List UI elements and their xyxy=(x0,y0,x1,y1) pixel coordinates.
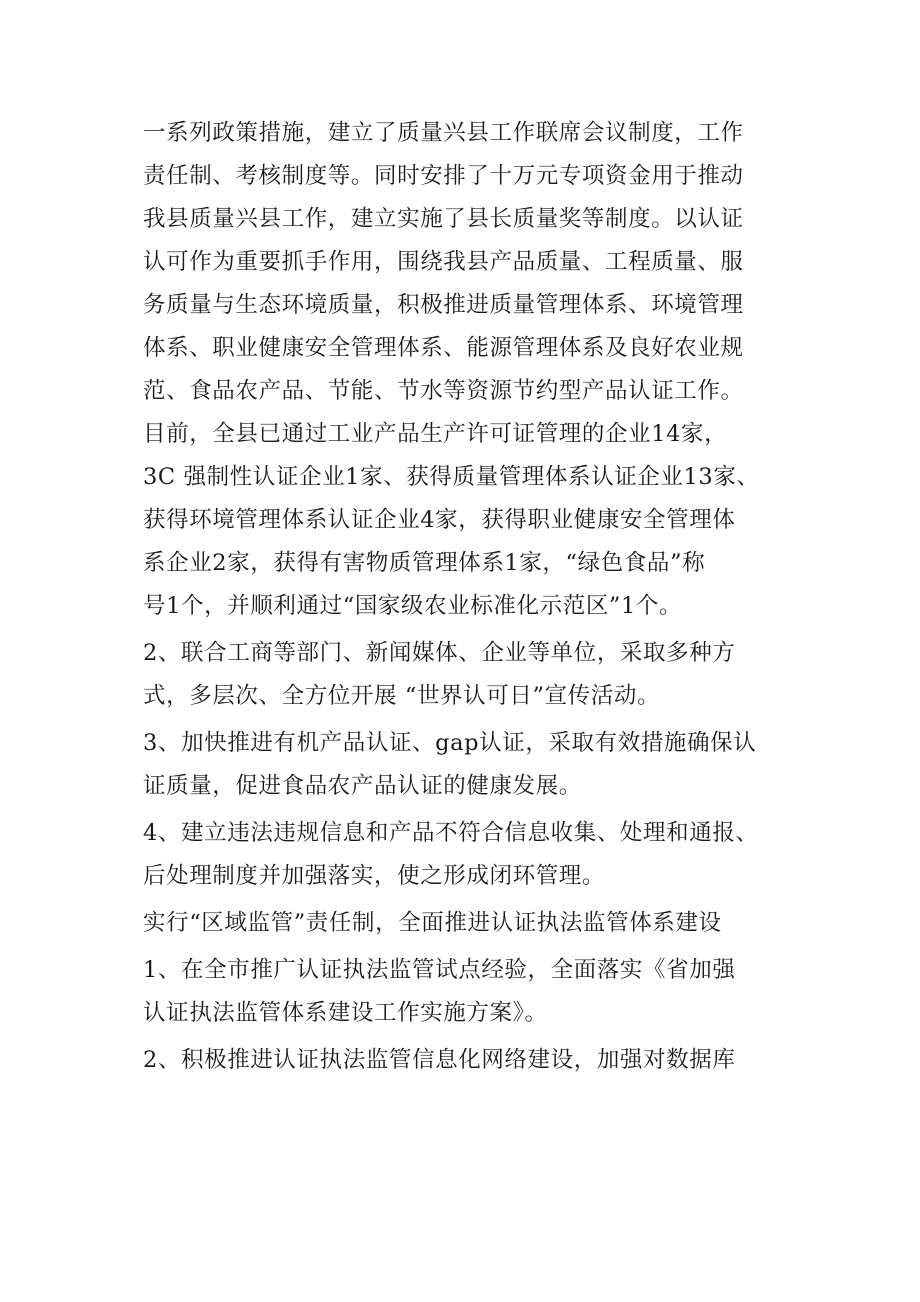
section-heading-regional-supervision xyxy=(143,902,793,945)
paragraph-policy-measures xyxy=(143,112,793,628)
text-line: 认证执法监管体系建设工作实施方案》。 xyxy=(143,1000,548,1026)
text-line: 范、食品农产品、节能、节水等资源节约型产品认证工作。 xyxy=(143,378,744,404)
paragraph-item-2-publicity xyxy=(143,632,793,718)
text-line: 式，多层次、全方位开展 “世界认可日”宣传活动。 xyxy=(143,683,661,709)
text-line: 实行“区域监管”责任制，全面推进认证执法监管体系建设 xyxy=(143,910,722,936)
text-line: 体系、职业健康安全管理体系、能源管理体系及良好农业规 xyxy=(143,335,744,361)
text-line: 获得环境管理体系认证企业4家，获得职业健康安全管理体 xyxy=(143,507,736,533)
text-line: 号1个，并顺利通过“国家级农业标准化示范区”1个。 xyxy=(143,593,683,619)
paragraph-item-3-certification xyxy=(143,722,793,808)
text-line: 务质量与生态环境质量，积极推进质量管理体系、环境管理 xyxy=(143,292,744,318)
text-line: 我县质量兴县工作，建立实施了县长质量奖等制度。以认证 xyxy=(143,206,744,232)
text-line: 认可作为重要抓手作用，围绕我县产品质量、工程质量、服 xyxy=(143,249,744,275)
text-line: 证质量，促进食品农产品认证的健康发展。 xyxy=(143,773,582,799)
text-line: 3、加快推进有机产品认证、gap认证，采取有效措施确保认 xyxy=(143,730,757,756)
text-line: 4、建立违法违规信息和产品不符合信息收集、处理和通报、 xyxy=(143,820,759,846)
text-line: 3C 强制性认证企业1家、获得质量管理体系认证企业13家、 xyxy=(143,464,760,490)
text-line: 2、联合工商等部门、新闻媒体、企业等单位，采取多种方 xyxy=(143,640,736,666)
text-line: 后处理制度并加强落实，使之形成闭环管理。 xyxy=(143,863,606,889)
text-line: 一系列政策措施，建立了质量兴县工作联席会议制度，工作 xyxy=(143,120,744,146)
text-line: 目前，全县已通过工业产品生产许可证管理的企业14家， xyxy=(143,421,728,447)
text-line: 系企业2家，获得有害物质管理体系1家，“绿色食品”称 xyxy=(143,550,706,576)
text-line: 2、积极推进认证执法监管信息化网络建设，加强对数据库 xyxy=(143,1047,736,1073)
paragraph-item-1-pilot-experience xyxy=(143,949,793,1035)
paragraph-item-2-information-network xyxy=(143,1039,793,1082)
text-line: 1、在全市推广认证执法监管试点经验，全面落实《省加强 xyxy=(143,957,736,983)
paragraph-item-4-information xyxy=(143,812,793,898)
document-body xyxy=(143,112,793,1086)
text-line: 责任制、考核制度等。同时安排了十万元专项资金用于推动 xyxy=(143,163,744,189)
